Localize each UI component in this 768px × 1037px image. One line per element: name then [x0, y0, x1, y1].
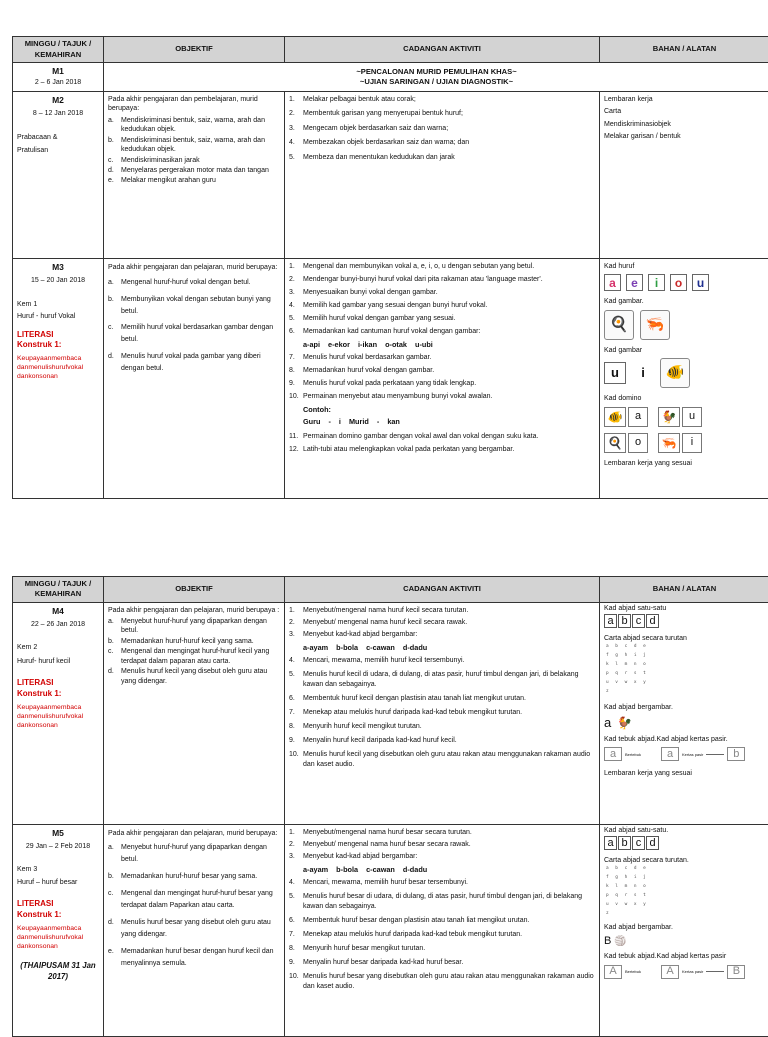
letter-card: i — [632, 362, 654, 384]
pasir-letter: A — [661, 965, 679, 979]
shrimp-picture-icon: 🦐 — [658, 433, 680, 453]
letter-card: b — [618, 836, 631, 850]
material-item: Melakar garisan / bentuk — [604, 132, 765, 141]
pasir-letter: b — [727, 747, 745, 761]
vowel-card: a — [604, 274, 621, 291]
topic-line: Huruf- huruf kecil — [17, 657, 99, 666]
arrow-icon — [706, 971, 724, 972]
picture-letter-pair — [604, 934, 765, 949]
konstruk-label: Konstruk 1: — [17, 340, 99, 351]
list-item: 3. Menyebut kad-kad abjad bergambar: — [289, 852, 595, 861]
fish-picture-icon: 🐠 — [660, 358, 690, 388]
list-item: d. Menulis huruf kecil yang disebut oleh guru atau yang didengar. — [108, 667, 280, 686]
letter-picture-row — [604, 358, 765, 391]
list-item: 1. Mengenal dan membunyikan vokal a, e, i, o, u dengan sebutan yang betul. — [289, 262, 595, 271]
list-item: e. Memadankan huruf besar dengan huruf kecil dan menyalinnya semula. — [108, 946, 280, 970]
material-item: Kad abjad satu-satu — [604, 604, 765, 613]
domino-row — [604, 407, 765, 430]
m1-note-line1: ~PENCALONAN MURID PEMULIHAN KHAS~ — [108, 67, 765, 77]
list-item: 4. Membezakan objek berdasarkan saiz dan warna; dan — [289, 138, 595, 147]
topic-line: Pratulisan — [17, 146, 99, 155]
activity-list — [289, 828, 595, 862]
list-item: a. Mengenal huruf-huruf vokal dengan betul. — [108, 277, 280, 289]
alphabet-chart: a b c d e f g h i j k l m n o p q r s t u v w x y z — [606, 866, 765, 917]
list-item: 9. Menyalin huruf besar daripada kad-kad huruf besar. — [289, 958, 595, 969]
list-item: 1. Melakar pelbagai bentuk atau corak; — [289, 95, 595, 104]
topic-line: Huruf - huruf Vokal — [17, 312, 99, 321]
holiday-note: (THAIPUSAM 31 Jan 2017) — [17, 961, 99, 982]
letter-card: B — [604, 934, 611, 949]
list-item: 7. Menekap atau melukis huruf daripada kad-kad tebuk mengikut turutan. — [289, 930, 595, 941]
tebuk-pasir-row — [604, 747, 765, 761]
week-code: M5 — [17, 828, 99, 839]
vowel-card: o — [670, 274, 687, 291]
vowel-card: u — [692, 274, 709, 291]
week-code: M3 — [17, 262, 99, 273]
material-item: Lembaran kerja yang sesuai — [604, 769, 765, 778]
rpt-table-1 — [12, 36, 768, 499]
header-minggu: MINGGU / TAJUK / KEMAHIRAN — [13, 577, 104, 603]
list-item: 5. Menulis huruf besar di udara, di dulang, di atas pasir, huruf timbul dengan jari, di belakang kawan dan sebagainya. — [289, 892, 595, 914]
vowel-card: i — [648, 274, 665, 291]
week-date: 2 – 6 Jan 2018 — [17, 78, 99, 87]
header-bahan-alatan: BAHAN / ALATAN — [600, 577, 768, 603]
material-item: Carta abjad secara turutan. — [604, 856, 765, 865]
tebuk-caption: Bertebuk — [625, 969, 641, 974]
letter-card: c — [632, 614, 645, 628]
alphabet-pairs: a-ayam b-bola c-cawan d-dadu — [303, 643, 595, 653]
domino-letter: u — [682, 407, 702, 427]
list-item: b. Memadankan huruf-huruf besar yang sama. — [108, 871, 280, 883]
kem-label: Kem 2 — [17, 643, 99, 652]
m1-note-line2: ~UJIAN SARINGAN / UJIAN DIAGNOSTIK~ — [108, 77, 765, 87]
domino-row — [604, 433, 765, 456]
material-item: Kad abjad satu-satu. — [604, 826, 765, 835]
list-item: 6. Membentuk huruf kecil dengan plastisin atau tanah liat mengikut urutan. — [289, 694, 595, 705]
week-date: 29 Jan – 2 Feb 2018 — [17, 842, 99, 851]
vowel-card-row — [604, 274, 765, 294]
fish-picture-icon: 🐠 — [604, 407, 626, 427]
chef-picture-icon: 🍳 — [604, 433, 626, 453]
kem-label: Kem 1 — [17, 300, 99, 309]
activity-list — [289, 95, 595, 162]
topic-line: Prabacaan & — [17, 133, 99, 142]
list-item: b. Membunyikan vokal dengan sebutan bunyi yang betul. — [108, 294, 280, 318]
vowel-card: e — [626, 274, 643, 291]
row-m5 — [13, 824, 768, 1036]
letter-card: a — [604, 714, 611, 732]
week-code: M1 — [17, 66, 99, 77]
week-date: 22 – 26 Jan 2018 — [17, 620, 99, 629]
tebuk-pasir-row — [604, 965, 765, 979]
objective-list — [108, 277, 280, 375]
letter-card: a — [604, 614, 617, 628]
list-item: b. Memadankan huruf-huruf kecil yang sama. — [108, 637, 280, 646]
picture-card-row — [604, 310, 765, 343]
activity-list — [289, 606, 595, 640]
list-item: 3. Menyesuaikan bunyi vokal dengan gambar. — [289, 288, 595, 297]
letter-card: c — [632, 836, 645, 850]
activity-list — [289, 878, 595, 994]
material-item: Kad gambar — [604, 346, 765, 355]
letter-card-row — [604, 836, 765, 850]
header-cadangan-aktiviti: CADANGAN AKTIVITI — [285, 37, 600, 63]
header-objektif: OBJEKTIF — [104, 577, 285, 603]
material-item: Kad gambar. — [604, 297, 765, 306]
row-m2 — [13, 91, 768, 258]
letter-card: a — [604, 836, 617, 850]
kem-label: Kem 3 — [17, 865, 99, 874]
list-item: d. Menyelaras pergerakan motor mata dan tangan — [108, 166, 280, 175]
objective-list — [108, 842, 280, 969]
list-item: 3. Mengecam objek berdasarkan saiz dan warna; — [289, 124, 595, 133]
letter-card: b — [618, 614, 631, 628]
activity-list — [289, 432, 595, 454]
literasi-label: LITERASI — [17, 678, 99, 689]
row-m3 — [13, 258, 768, 498]
konstruk-label: Konstruk 1: — [17, 689, 99, 700]
arrow-icon — [706, 754, 724, 755]
chef-picture-icon: 🍳 — [604, 310, 634, 340]
list-item: 1. Menyebut/mengenal nama huruf kecil secara turutan. — [289, 606, 595, 615]
list-item: 8. Menyurih huruf kecil mengikut turutan. — [289, 722, 595, 733]
literasi-label: LITERASI — [17, 899, 99, 910]
konstruk-label: Konstruk 1: — [17, 910, 99, 921]
construct-description: Keupayaanmembaca danmenulishurufvokal dankonsonan — [17, 355, 99, 381]
objective-intro: Pada akhir pengajaran dan pelajaran, murid berupaya: — [108, 262, 280, 274]
list-item: 4. Mencari, mewarna, memilih huruf kecil tersembunyi. — [289, 656, 595, 667]
material-item: Kad tebuk abjad.Kad abjad kertas pasir — [604, 952, 765, 961]
letter-card-row — [604, 614, 765, 628]
list-item: 10. Menulis huruf besar yang disebutkan oleh guru atau rakan atau menggunakan rakaman audio dan kaset audio. — [289, 972, 595, 994]
list-item: 2. Membentuk garisan yang menyerupai bentuk huruf; — [289, 109, 595, 118]
list-item: 6. Membentuk huruf besar dengan plastisin atau tanah liat mengikut urutan. — [289, 916, 595, 927]
pasir-letter: a — [661, 747, 679, 761]
tebuk-letter: A — [604, 965, 622, 979]
list-item: 12. Latih-tubi atau melengkapkan vokal pada perkatan yang bergambar. — [289, 445, 595, 454]
construct-description: Keupayaanmembaca danmenulishurufvokal dankonsonan — [17, 704, 99, 730]
header-cadangan-aktiviti: CADANGAN AKTIVITI — [285, 577, 600, 603]
list-item: 5. Menulis huruf kecil di udara, di dulang, di atas pasir, huruf timbul dengan jari, di belakang kawan dan sebagainya. — [289, 670, 595, 692]
list-item: 5. Memilih huruf vokal dengan gambar yang sesuai. — [289, 314, 595, 323]
list-item: 9. Menyalin huruf kecil daripada kad-kad huruf kecil. — [289, 736, 595, 747]
tebuk-caption: Bertebuk — [625, 752, 641, 757]
objective-intro: Pada akhir pengajaran dan pelajaran, murid berupaya : — [108, 606, 280, 615]
list-item: 2. Menyebut/ mengenal nama huruf kecil secara rawak. — [289, 618, 595, 627]
letter-card: d — [646, 836, 659, 850]
list-item: 1. Menyebut/mengenal nama huruf besar secara turutan. — [289, 828, 595, 837]
list-item: c. Mengenal dan mengingat huruf-huruf besar yang terdapat dalam Paparkan atau carta. — [108, 888, 280, 912]
list-item: d. Menulis huruf besar yang disebut oleh guru atau yang didengar. — [108, 917, 280, 941]
list-item: 8. Menyurih huruf besar mengikut turutan. — [289, 944, 595, 955]
list-item: c. Mendiskriminasikan jarak — [108, 156, 280, 165]
contoh-label: Contoh: — [303, 405, 595, 415]
material-item: Kad abjad bergambar. — [604, 923, 765, 932]
rpt-table-2 — [12, 576, 768, 1037]
list-item: 11. Permainan domino gambar dengan vokal awal dan vokal dengan suku kata. — [289, 432, 595, 441]
row-m1 — [13, 63, 768, 92]
list-item: a. Mendiskriminasi bentuk, saiz, warna, arah dan kedudukan objek. — [108, 116, 280, 135]
letter-card: u — [604, 362, 626, 384]
header-bahan-alatan: BAHAN / ALATAN — [600, 37, 768, 63]
list-item: 5. Membeza dan menentukan kedudukan dan jarak — [289, 153, 595, 162]
list-item: a. Menyebut huruf-huruf yang dipaparkan dengan betul. — [108, 617, 280, 636]
material-item: Mendiskriminasiobjek — [604, 120, 765, 129]
list-item: 3. Menyebut kad-kad abjad bergambar: — [289, 630, 595, 639]
pasir-caption: Kertas pasir — [682, 969, 703, 974]
material-item: Carta abjad secara turutan — [604, 634, 765, 643]
material-item: Carta — [604, 107, 765, 116]
list-item: 8. Memadankan huruf vokal dengan gambar. — [289, 366, 595, 375]
week-date: 15 – 20 Jan 2018 — [17, 276, 99, 285]
pasir-caption: Kertas pasir — [682, 752, 703, 757]
vocal-pairs: a-api e-ekor i-ikan o-otak u-ubi — [303, 340, 595, 350]
pasir-letter: B — [727, 965, 745, 979]
header-minggu: MINGGU / TAJUK / KEMAHIRAN — [13, 37, 104, 63]
contoh-text: Guru - i Murid - kan — [303, 417, 595, 427]
list-item: c. Memilih huruf vokal berdasarkan gambar dengan betul. — [108, 322, 280, 346]
list-item: 10. Permainan menyebut atau menyambung bunyi vokal awalan. — [289, 392, 595, 401]
activity-list — [289, 353, 595, 401]
list-item: 6. Memadankan kad cantuman huruf vokal dengan gambar: — [289, 327, 595, 336]
tebuk-letter: a — [604, 747, 622, 761]
material-item: Lembaran kerja — [604, 95, 765, 104]
list-item: 4. Memilih kad gambar yang sesuai dengan bunyi huruf vokal. — [289, 301, 595, 310]
material-item: Kad tebuk abjad.Kad abjad kertas pasir. — [604, 735, 765, 744]
rooster-picture-icon: 🐓 — [658, 407, 680, 427]
week-code: M4 — [17, 606, 99, 617]
list-item: 9. Menulis huruf vokal pada perkataan yang tidak lengkap. — [289, 379, 595, 388]
list-item: d. Menulis huruf vokal pada gambar yang diberi dengan betul. — [108, 351, 280, 375]
week-code: M2 — [17, 95, 99, 106]
list-item: 10. Menulis huruf kecil yang disebutkan oleh guru atau rakan atau menggunakan rakaman audio dan kaset audio. — [289, 750, 595, 772]
topic-line: Huruf – huruf besar — [17, 878, 99, 887]
list-item: b. Mendiskriminasi bentuk, saiz, warna, arah dan kedudukan objek. — [108, 136, 280, 155]
activity-list — [289, 656, 595, 772]
list-item: 7. Menekap atau melukis huruf daripada kad-kad tebuk mengikut turutan. — [289, 708, 595, 719]
domino-letter: a — [628, 407, 648, 427]
list-item: 2. Menyebut/ mengenal nama huruf besar secara rawak. — [289, 840, 595, 849]
chicken-picture-icon: 🐓 — [617, 715, 632, 731]
objective-intro: Pada akhir pengajaran dan pembelajaran, murid berupaya: — [108, 95, 280, 114]
objective-intro: Pada akhir pengajaran dan pelajaran, murid berupaya: — [108, 828, 280, 840]
letter-card: d — [646, 614, 659, 628]
domino-letter: o — [628, 433, 648, 453]
list-item: 2. Mendengar bunyi-bunyi huruf vokal dari pita rakaman atau 'language master'. — [289, 275, 595, 284]
construct-description: Keupayaanmembaca danmenulishurufvokal dankonsonan — [17, 925, 99, 951]
list-item: 4. Mencari, mewarna, memilih huruf besar tersembunyi. — [289, 878, 595, 889]
literasi-label: LITERASI — [17, 330, 99, 341]
list-item: c. Mengenal dan mengingat huruf-huruf kecil yang terdapat dalam paparan atau carta. — [108, 647, 280, 666]
row-m4 — [13, 602, 768, 824]
alphabet-chart: a b c d e f g h i j k l m n o p q r s t u v w x y z — [606, 644, 765, 695]
objective-list — [108, 116, 280, 186]
list-item: e. Melakar mengikut arahan guru — [108, 176, 280, 185]
material-item: Kad domino — [604, 394, 765, 403]
material-item: Kad huruf — [604, 262, 765, 271]
list-item: 7. Menulis huruf vokal berdasarkan gambar. — [289, 353, 595, 362]
picture-letter-pair — [604, 714, 765, 732]
material-item: Kad abjad bergambar. — [604, 703, 765, 712]
shrimp-picture-icon: 🦐 — [640, 310, 670, 340]
domino-letter: i — [682, 433, 702, 453]
alphabet-pairs: a-ayam b-bola c-cawan d-dadu — [303, 865, 595, 875]
material-item: Lembaran kerja yang sesuai — [604, 459, 765, 468]
ball-picture-icon: 🏐 — [614, 935, 626, 949]
list-item: a. Menyebut huruf-huruf yang dipaparkan dengan betul. — [108, 842, 280, 866]
activity-list — [289, 262, 595, 336]
header-objektif: OBJEKTIF — [104, 37, 285, 63]
week-date: 8 – 12 Jan 2018 — [17, 109, 99, 118]
objective-list — [108, 617, 280, 686]
